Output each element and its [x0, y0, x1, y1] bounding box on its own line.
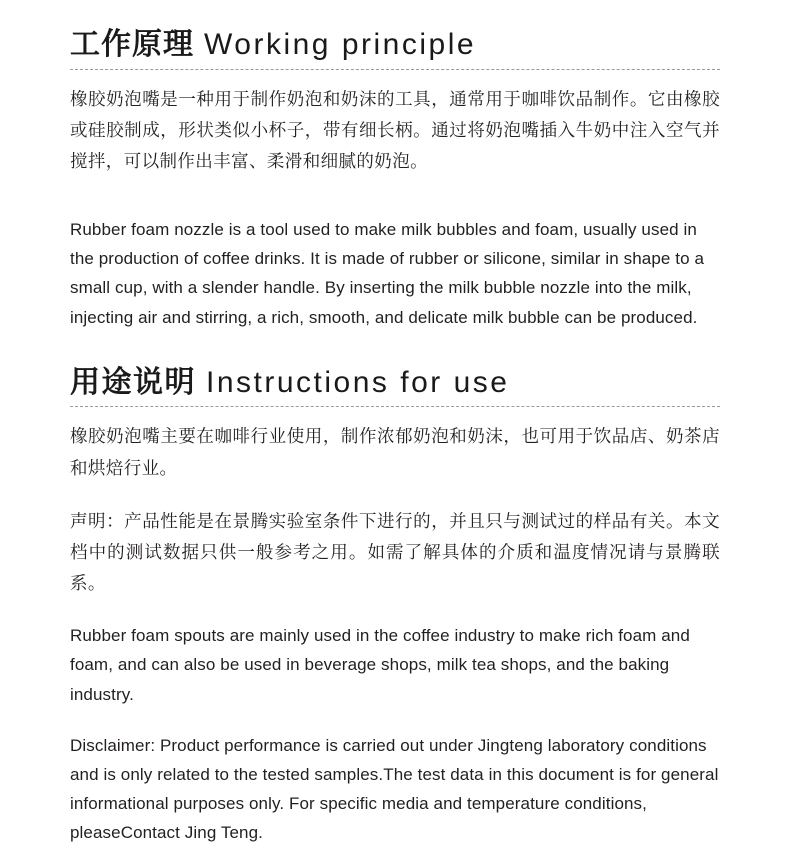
paragraph-cn-usage: 橡胶奶泡嘴主要在咖啡行业使用，制作浓郁奶泡和奶沫，也可用于饮品店、奶茶店和烘焙行业。: [70, 426, 720, 478]
section-heading-cn: 工作原理: [70, 28, 194, 61]
section-divider: [70, 69, 720, 70]
paragraph-cn-principle: 橡胶奶泡嘴是一种用于制作奶泡和奶沫的工具，通常用于咖啡饮品制作。它由橡胶或硅胶制成，形状类似小杯子，带有细长柄。通过将奶泡嘴插入牛奶中注入空气并搅拌，可以制作出丰富、柔滑和细腻的奶泡。: [70, 88, 720, 171]
paragraph-en-disclaimer: Disclaimer: Product performance is carried out under Jingteng laboratory conditions and is only related to the tested samples.The test data in this document is for general informational purposes only. For specific media and temperature conditions, pleaseContact Jing Teng.: [70, 735, 719, 843]
paragraph-cn-disclaimer: 声明：产品性能是在景腾实验室条件下进行的，并且只与测试过的样品有关。本文档中的测试数据只供一般参考之用。如需了解具体的介质和温度情况请与景腾联系。: [70, 510, 720, 593]
paragraph-en-usage: Rubber foam spouts are mainly used in the coffee industry to make rich foam and foam, and can also be used in beverage shops, milk tea shops, and the baking industry.: [70, 626, 690, 704]
section-heading-instructions: [70, 366, 720, 407]
spacer: [70, 603, 720, 621]
section-heading-en: Instructions for use: [206, 365, 510, 399]
spacer: [70, 488, 720, 506]
section-heading-en: Working principle: [204, 28, 477, 61]
section-divider: [70, 406, 720, 407]
paragraph-en-principle: Rubber foam nozzle is a tool used to make milk bubbles and foam, usually used in the production of coffee drinks. It is made of rubber or silicone, similar in shape to a small cup, with a slender handle. By inserting the milk bubble nozzle into the milk, injecting air and stirring, a rich, smooth, and delicate milk bubble can be produced.: [70, 219, 705, 327]
section-instructions-for-use: [70, 366, 720, 848]
section-working-principle: [70, 28, 720, 332]
spacer: [70, 181, 720, 215]
section-heading-working-principle: [70, 28, 720, 69]
section-heading-cn: 用途说明: [70, 365, 196, 399]
spacer: [70, 713, 720, 731]
